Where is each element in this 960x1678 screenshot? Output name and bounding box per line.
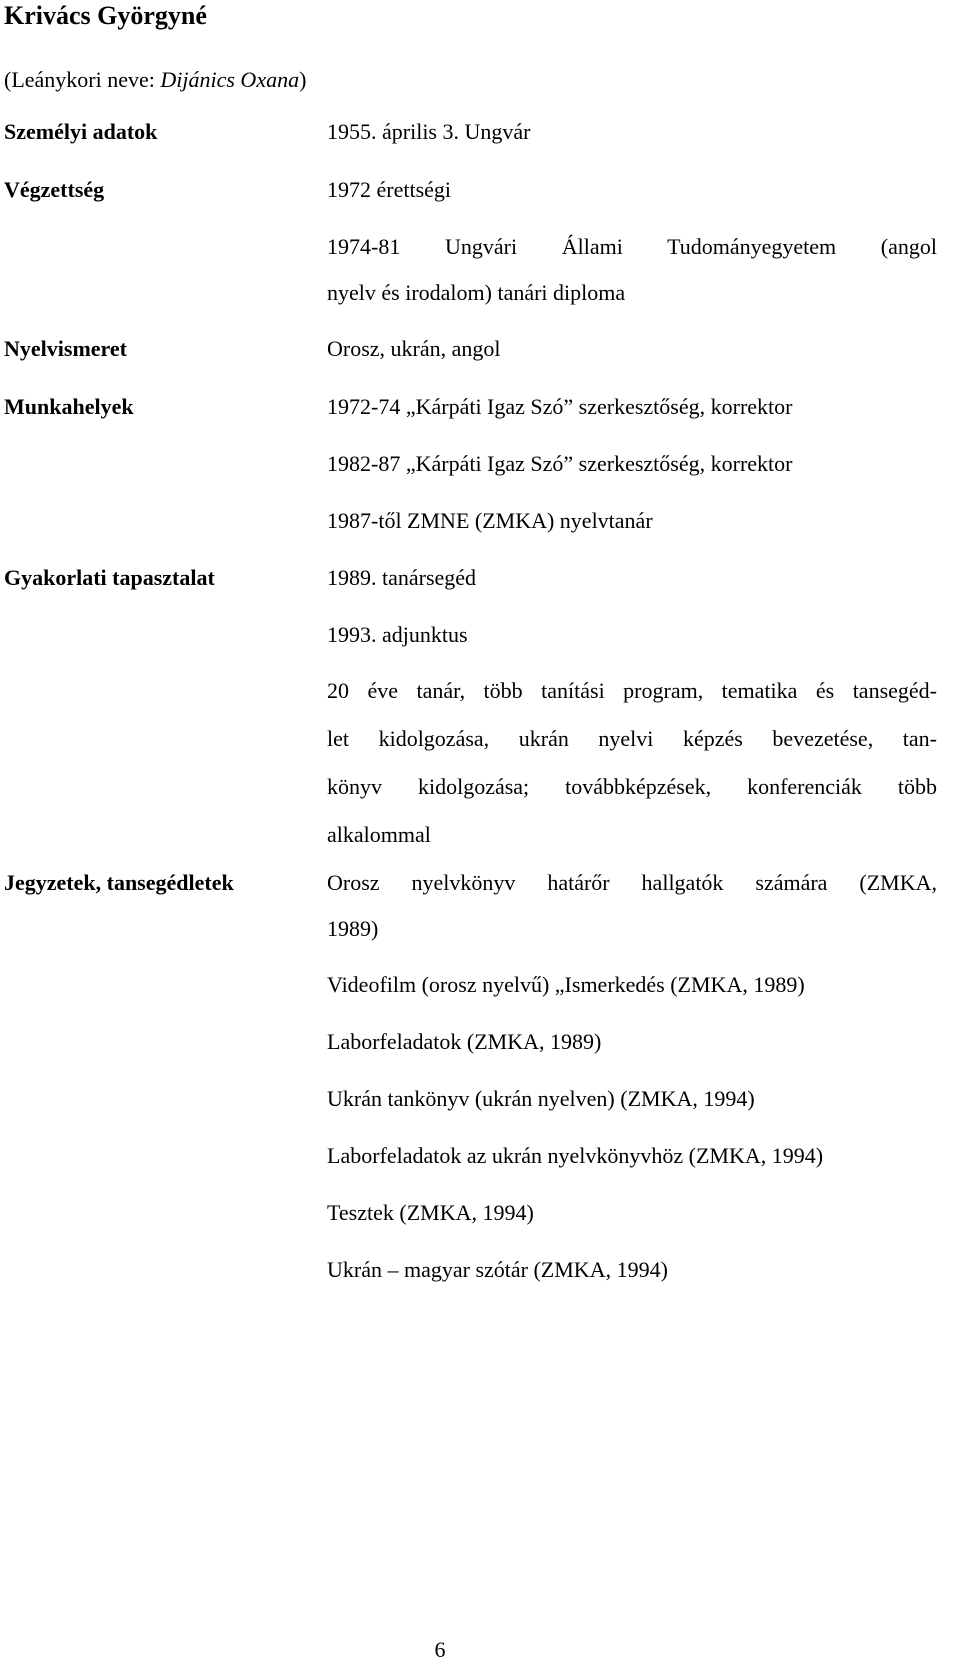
maiden-name-line — [4, 66, 306, 94]
page-number: 6 — [434, 1637, 446, 1662]
label-workplaces: Munkahelyek — [4, 394, 134, 419]
maiden-name-suffix: ) — [299, 67, 307, 92]
experience-paragraph-line: könyv kidolgozása; továbbképzések, konferenciák több — [327, 774, 937, 799]
education-item: nyelv és irodalom) tanári diploma — [327, 280, 626, 305]
publication-item: 1989) — [327, 916, 379, 941]
publication-item: Tesztek (ZMKA, 1994) — [327, 1200, 534, 1225]
publication-item: Laborfeladatok (ZMKA, 1989) — [327, 1029, 602, 1054]
education-item: 1972 érettségi — [327, 177, 452, 202]
workplace-item: 1972-74 „Kárpáti Igaz Szó” szerkesztőség, korrektor — [327, 394, 793, 419]
label-education: Végzettség — [4, 177, 105, 202]
workplace-item: 1987-től ZMNE (ZMKA) nyelvtanár — [327, 508, 653, 533]
value-personal: 1955. április 3. Ungvár — [327, 119, 531, 144]
publication-item: Laborfeladatok az ukrán nyelvkönyvhöz (ZMKA, 1994) — [327, 1143, 824, 1168]
maiden-name-value: Dijánics Oxana — [160, 67, 300, 92]
experience-paragraph — [327, 667, 937, 859]
publication-item: Orosz nyelvkönyv határőr hallgatók számára (ZMKA, — [327, 870, 937, 895]
label-languages: Nyelvismeret — [4, 336, 127, 361]
label-publications: Jegyzetek, tansegédletek — [4, 870, 234, 895]
publication-item: Videofilm (orosz nyelvű) „Ismerkedés (ZMKA, 1989) — [327, 972, 805, 997]
page-title: Krivács Györgyné — [4, 1, 207, 30]
maiden-name-prefix: (Leánykori neve: — [4, 67, 161, 92]
experience-item: 1993. adjunktus — [327, 622, 468, 647]
publication-item: Ukrán tankönyv (ukrán nyelven) (ZMKA, 1994) — [327, 1086, 755, 1111]
experience-paragraph-line: alkalommal — [327, 822, 431, 847]
value-languages: Orosz, ukrán, angol — [327, 336, 501, 361]
label-experience: Gyakorlati tapasztalat — [4, 565, 215, 590]
experience-item: 1989. tanársegéd — [327, 565, 477, 590]
publication-item: Ukrán – magyar szótár (ZMKA, 1994) — [327, 1257, 668, 1282]
workplace-item: 1982-87 „Kárpáti Igaz Szó” szerkesztőség, korrektor — [327, 451, 793, 476]
label-personal: Személyi adatok — [4, 119, 158, 144]
experience-paragraph-line: let kidolgozása, ukrán nyelvi képzés bevezetése, tan- — [327, 726, 937, 751]
education-item: 1974-81 Ungvári Állami Tudományegyetem (angol — [327, 234, 937, 259]
experience-paragraph-line: 20 éve tanár, több tanítási program, tematika és tansegéd- — [327, 678, 937, 703]
